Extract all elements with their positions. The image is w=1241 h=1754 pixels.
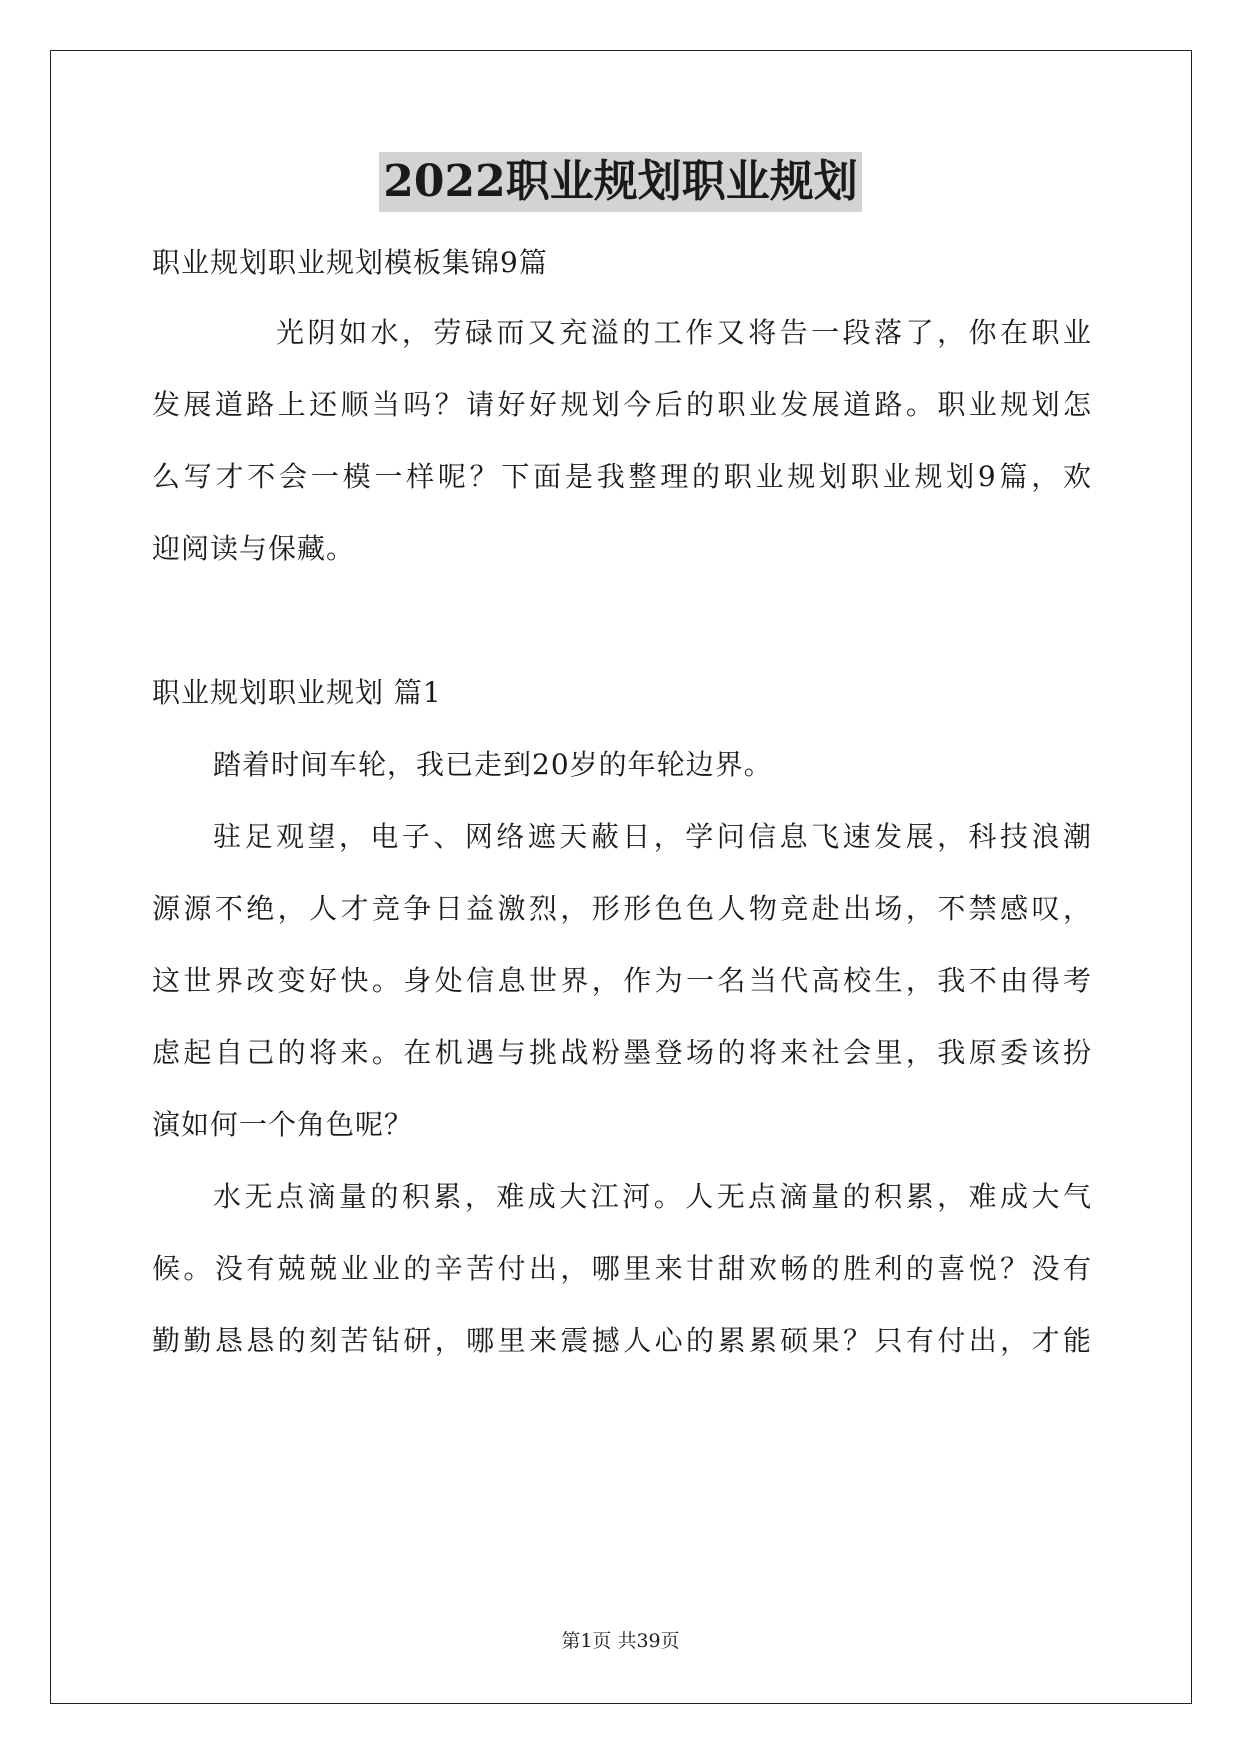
document-title: 2022职业规划职业规划	[379, 152, 861, 212]
document-subtitle: 职业规划职业规划模板集锦9篇	[152, 246, 548, 279]
paragraph-line: 虑起自己的将来。在机遇与挑战粉墨登场的将来社会里，我原委该扮	[152, 1036, 1092, 1069]
paragraph-line: 踏着时间车轮，我已走到20岁的年轮边界。	[213, 748, 773, 781]
section-heading: 职业规划职业规划 篇1	[152, 676, 442, 709]
paragraph-line: 水无点滴量的积累，难成大江河。人无点滴量的积累，难成大气	[213, 1180, 1092, 1213]
paragraph-line: 勤勤恳恳的刻苦钻研，哪里来震撼人心的累累硕果？只有付出，才能	[152, 1324, 1092, 1357]
intro-line: 迎阅读与保藏。	[152, 532, 356, 565]
page-number-footer: 第1页 共39页	[561, 1630, 680, 1652]
intro-line: 光阴如水，劳碌而又充溢的工作又将告一段落了，你在职业	[276, 316, 1092, 349]
intro-line: 发展道路上还顺当吗？请好好规划今后的职业发展道路。职业规划怎	[152, 388, 1092, 421]
paragraph-line: 候。没有兢兢业业的辛苦付出，哪里来甘甜欢畅的胜利的喜悦？没有	[152, 1252, 1092, 1285]
paragraph-line: 源源不绝，人才竞争日益激烈，形形色色人物竞赴出场，不禁感叹，	[152, 892, 1092, 925]
paragraph-line: 驻足观望，电子、网络遮天蔽日，学问信息飞速发展，科技浪潮	[213, 820, 1092, 853]
paragraph-line: 这世界改变好快。身处信息世界，作为一名当代高校生，我不由得考	[152, 964, 1092, 997]
document-title-wrap	[0, 152, 1241, 212]
intro-line: 么写才不会一模一样呢？下面是我整理的职业规划职业规划9篇，欢	[152, 460, 1092, 493]
page-border	[50, 50, 1192, 1704]
paragraph-line: 演如何一个角色呢？	[152, 1108, 414, 1141]
